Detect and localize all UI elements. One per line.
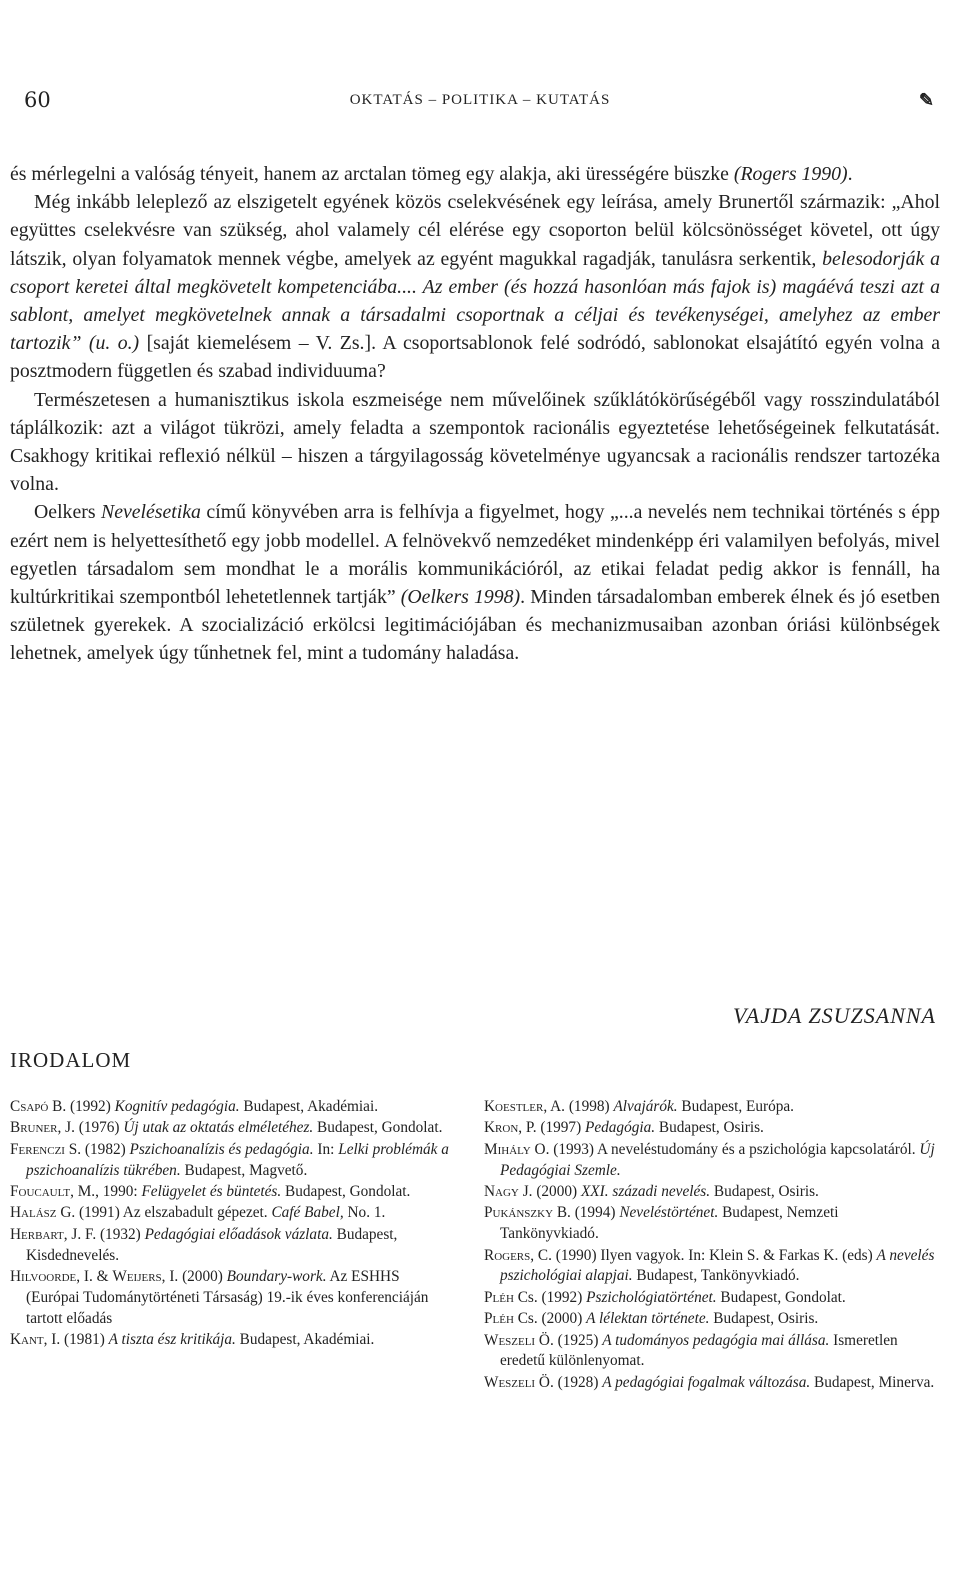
running-title: OKTATÁS – POLITIKA – KUTATÁS bbox=[349, 92, 611, 108]
text-run: Lelki problémák a pszichoanalízis tükrében. bbox=[26, 1140, 449, 1179]
text-run: Ferenczi bbox=[10, 1140, 65, 1158]
reference-entry bbox=[484, 1203, 936, 1245]
text-run: J. (2000) bbox=[518, 1182, 581, 1200]
paragraph bbox=[10, 188, 940, 385]
text-run: Foucault bbox=[10, 1182, 71, 1200]
text-run: In: bbox=[313, 1140, 339, 1158]
text-run: Budapest, Akadémiai. bbox=[235, 1330, 375, 1348]
references-left-column bbox=[10, 1097, 455, 1351]
text-run: G. (1991) Az elszabadult gépezet. bbox=[56, 1204, 272, 1222]
text-run: Természetesen a humanisztikus iskola eszmeisége nem művelőinek szűklátókörűségéből vagy rosszindulatából táplálkozik: azt a világot tükrözi, amely feladta a szempontok racionális egyeztetése lehetőségeinek felkutatását. Csakhogy kritikai reflexió nélkül – hiszen a tárgyilagosság követelménye ugyancsak a racionális rendszer tartozéka volna. bbox=[10, 388, 940, 496]
text-run: Budapest, Akadémiai. bbox=[239, 1098, 379, 1115]
text-run: A lélektan története. bbox=[586, 1310, 710, 1328]
paragraph bbox=[10, 386, 940, 499]
text-run: Café Babel, bbox=[271, 1204, 344, 1222]
text-run: Cs. (2000) bbox=[513, 1310, 587, 1328]
text-run: Csapó bbox=[10, 1098, 49, 1115]
text-run: Ö. (1925) bbox=[535, 1331, 603, 1349]
text-run: Budapest, Osiris. bbox=[710, 1182, 819, 1200]
text-run: A tudományos pedagógia mai állása. bbox=[602, 1331, 830, 1349]
text-run: , J. (1976) bbox=[57, 1119, 124, 1137]
corner-mark-icon: ✎ bbox=[918, 90, 934, 111]
reference-entry bbox=[10, 1097, 455, 1118]
text-run: A tiszta ész kritikája. bbox=[108, 1330, 236, 1348]
page-header bbox=[24, 84, 936, 120]
reference-entry bbox=[10, 1182, 455, 1203]
text-run: Weijers bbox=[112, 1267, 162, 1285]
text-run: Budapest, Gondolat. bbox=[313, 1119, 443, 1137]
text-run: Bruner bbox=[10, 1119, 58, 1137]
text-run: Koestler bbox=[484, 1098, 544, 1115]
reference-entry bbox=[484, 1118, 936, 1139]
text-run: Cs. (1992) bbox=[513, 1288, 587, 1306]
text-run: , P. (1997) bbox=[518, 1119, 585, 1137]
text-run: Pszichoanalízis és pedagógia. bbox=[129, 1140, 314, 1158]
text-run: Budapest, Gondolat. bbox=[281, 1182, 411, 1200]
text-run: Hilvoorde bbox=[10, 1267, 77, 1285]
text-run: , I. (2000) bbox=[161, 1267, 227, 1285]
text-run: Felügyelet és büntetés. bbox=[141, 1182, 282, 1200]
text-run: Neveléstörténet. bbox=[619, 1204, 719, 1222]
text-run: Új utak az oktatás elméletéhez. bbox=[123, 1119, 314, 1137]
text-run: Budapest, Kisdednevelés. bbox=[26, 1225, 398, 1264]
text-run: Még inkább leleplező az elszigetelt egyének közös cselekvésének egy leírása, amely Brunertől származik: „Ahol együttes cselekvésre van szükség, ahol valamely cél elérése egy csoporton belül kölcsönösséget követel, ott úgy látszik, olyan folyamatok mennek végbe, amelyek az egyént magukkal ragadják, tanulásra serkentik, bbox=[10, 191, 940, 270]
text-run: B. (1992) bbox=[48, 1098, 115, 1115]
text-run: Alvajárók. bbox=[613, 1098, 678, 1115]
text-run: , A. (1998) bbox=[543, 1098, 614, 1115]
text-run: Weszeli bbox=[484, 1373, 536, 1391]
text-run: Kant bbox=[10, 1330, 44, 1348]
references-right-column bbox=[484, 1097, 936, 1394]
text-run: . bbox=[847, 163, 853, 185]
text-run: O. (1993) A neveléstudomány és a pszichológia kapcsolatáról. bbox=[530, 1140, 920, 1158]
text-run: , I. & bbox=[76, 1267, 113, 1285]
text-run: S. (1982) bbox=[64, 1140, 130, 1158]
reference-entry bbox=[484, 1246, 936, 1288]
text-run: , I. (1981) bbox=[43, 1330, 109, 1348]
reference-entry bbox=[10, 1118, 455, 1139]
text-run: Pszichológiatörténet. bbox=[586, 1288, 717, 1306]
text-run: Budapest, Európa. bbox=[677, 1098, 794, 1115]
text-run: Budapest, Tankönyvkiadó. bbox=[632, 1267, 800, 1285]
reference-entry bbox=[484, 1309, 936, 1330]
text-run: Nagy bbox=[484, 1182, 519, 1200]
text-run: A pedagógiai fogalmak változása. bbox=[602, 1373, 811, 1391]
text-run: Pedagógiai előadások vázlata. bbox=[144, 1225, 333, 1243]
reference-entry bbox=[484, 1373, 936, 1394]
text-run: , J. F. (1932) bbox=[63, 1225, 145, 1243]
paragraph bbox=[10, 498, 940, 667]
text-run: Ismeretlen eredetű különlenyomat. bbox=[500, 1331, 898, 1370]
reference-entry bbox=[10, 1267, 455, 1329]
text-run: (Rogers 1990) bbox=[733, 163, 848, 185]
text-run: Nevelésetika bbox=[101, 501, 201, 524]
text-run: XXI. századi nevelés. bbox=[580, 1182, 711, 1200]
reference-entry bbox=[484, 1288, 936, 1309]
author-signature: VAJDA ZSUZSANNA bbox=[732, 1003, 936, 1028]
text-run: Budapest, Osiris. bbox=[655, 1119, 764, 1137]
text-run: , M., 1990: bbox=[70, 1182, 142, 1200]
reference-entry bbox=[484, 1140, 936, 1182]
reference-entry bbox=[484, 1097, 936, 1118]
text-run: Budapest, Magvető. bbox=[180, 1161, 308, 1179]
text-run: [saját kiemelésem – V. Zs.]. A csoportsablonok felé sodródó, sablonokat elsajátító egyén volna a posztmodern független és szabad individuuma? bbox=[10, 332, 940, 383]
reference-entry bbox=[10, 1203, 455, 1224]
text-run: Az ESHHS (Európai Tudománytörténeti Társaság) 19.-ik éves konferenciáján tartott előadás bbox=[26, 1267, 429, 1327]
text-run: Mihály bbox=[484, 1140, 531, 1158]
text-run: A nevelés pszichológiai alapjai. bbox=[500, 1246, 935, 1285]
text-run: Budapest, Osiris. bbox=[709, 1310, 819, 1328]
text-run: No. 1. bbox=[343, 1204, 386, 1222]
article-body bbox=[10, 160, 940, 668]
text-run: Halász bbox=[10, 1204, 57, 1222]
text-run: . Minden társadalomban emberek élnek és jó esetben születnek gyerekek. A szocializáció erkölcsi legitimációjában és mechanizmusaiban azonban óriási különbségek lehetnek, amelyek úgy tűnhetnek fel, mint a tudomány haladása. bbox=[10, 586, 940, 665]
text-run: című könyvében arra is felhívja a figyelmet, hogy „...a nevelés nem technikai történés s épp ezért nem is helyettesíthető egy jobb modellel. A felnövekvő nemzedéket mindenképp éri valamilyen befolyás, mivel egyetlen társadalom sem mondhat le a morális kommunikációról, az etikai feladat pedig akkor is fennáll, ha kultúrkritikai szempontból lehetetlennek tartják” bbox=[10, 501, 940, 609]
reference-entry bbox=[10, 1140, 455, 1182]
text-run: Kron bbox=[484, 1119, 519, 1137]
text-run: B. (1994) bbox=[553, 1204, 620, 1222]
text-run: , C. (1990) Ilyen vagyok. In: Klein S. & Farkas K. (eds) bbox=[530, 1246, 877, 1264]
text-run: Budapest, Gondolat. bbox=[716, 1288, 846, 1306]
text-run: Kognitív pedagógia. bbox=[114, 1098, 240, 1115]
text-run: és mérlegelni a valóság tényeit, hanem az arctalan tömeg egy alakja, aki ürességére büszke bbox=[10, 163, 734, 185]
text-run: Pléh bbox=[484, 1288, 514, 1306]
text-run: Rogers bbox=[484, 1246, 531, 1264]
references-title: IRODALOM bbox=[10, 1048, 132, 1072]
text-run: Boundary-work. bbox=[226, 1267, 327, 1285]
text-run: Ö. (1928) bbox=[535, 1373, 603, 1391]
text-run: Herbart bbox=[10, 1225, 64, 1243]
text-run: (Oelkers 1998) bbox=[400, 586, 521, 609]
paragraph bbox=[10, 160, 940, 188]
page-number: 60 bbox=[24, 88, 51, 112]
text-run: Új Pedagógiai Szemle. bbox=[500, 1140, 935, 1179]
text-run: belesodorják a csoport keretei által megkövetelt kompetenciába.... Az ember (és hozzá hasonlóan más fajok is) magáévá teszi azt a sablont, amelyet megkövetelnek annak a társadalmi csoportnak a céljai és tevékenységei, amelyhez az ember tartozik” (u. o.) bbox=[10, 247, 940, 355]
text-run: Budapest, Nemzeti Tankönyvkiadó. bbox=[500, 1204, 839, 1243]
text-run: Oelkers bbox=[34, 501, 101, 524]
reference-entry bbox=[10, 1330, 455, 1351]
text-run: Pléh bbox=[484, 1310, 514, 1328]
text-run: Pukánszky bbox=[484, 1204, 554, 1222]
reference-entry bbox=[484, 1182, 936, 1203]
text-run: Budapest, Minerva. bbox=[810, 1373, 935, 1391]
reference-entry bbox=[10, 1225, 455, 1267]
text-run: Weszeli bbox=[484, 1331, 536, 1349]
reference-entry bbox=[484, 1331, 936, 1373]
text-run: Pedagógia. bbox=[585, 1119, 656, 1137]
